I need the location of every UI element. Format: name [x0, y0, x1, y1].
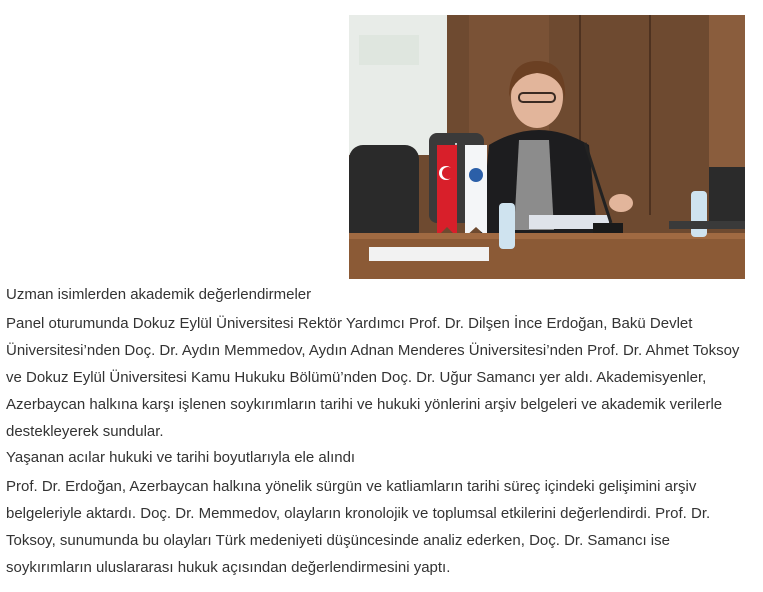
paragraph-panel-participants: Panel oturumunda Dokuz Eylül Üniversitesi Rektör Yardımcı Prof. Dr. Dilşen İnce Erdoğan, Bakü Devlet Üniversitesi’nden Doç. Dr. Aydın Memmedov, Aydın Adnan Menderes Üniversitesi’nden Prof. Dr. Ahmet Toksoy ve Dokuz Eylül Üniversitesi Kamu Hukuku Bölümü’nden Doç. Dr. Uğur Samancı yer aldı. Akademisyenler, Azerbaycan halkına karşı işlenen soykırımların tarihi ve hukuki yönlerini arşiv belgeleri ve akademik verilerle destekleyerek sundular. [6, 315, 740, 440]
section-heading-academic-evaluations: Uzman isimlerden akademik değerlendirmeler [6, 286, 312, 303]
section-heading-legal-historical: Yaşanan acılar hukuki ve tarihi boyutlarıyla ele alındı [6, 449, 356, 466]
paragraph-presentations: Prof. Dr. Erdoğan, Azerbaycan halkına yönelik sürgün ve katliamların tarihi süreç içindeki gelişimini arşiv belgeleriyle aktardı. Doç. Dr. Memmedov, olayların kronolojik ve toplumsal etkilerini değerlendirdi. Prof. Dr. Toksoy, sunumunda bu olayları Türk medeniyeti düşüncesinde analiz ederken, Doç. Dr. Samancı ise soykırımların uluslararası hukuk açısından değerlendirmesini yaptı. [6, 478, 711, 576]
article-photo [349, 15, 745, 279]
